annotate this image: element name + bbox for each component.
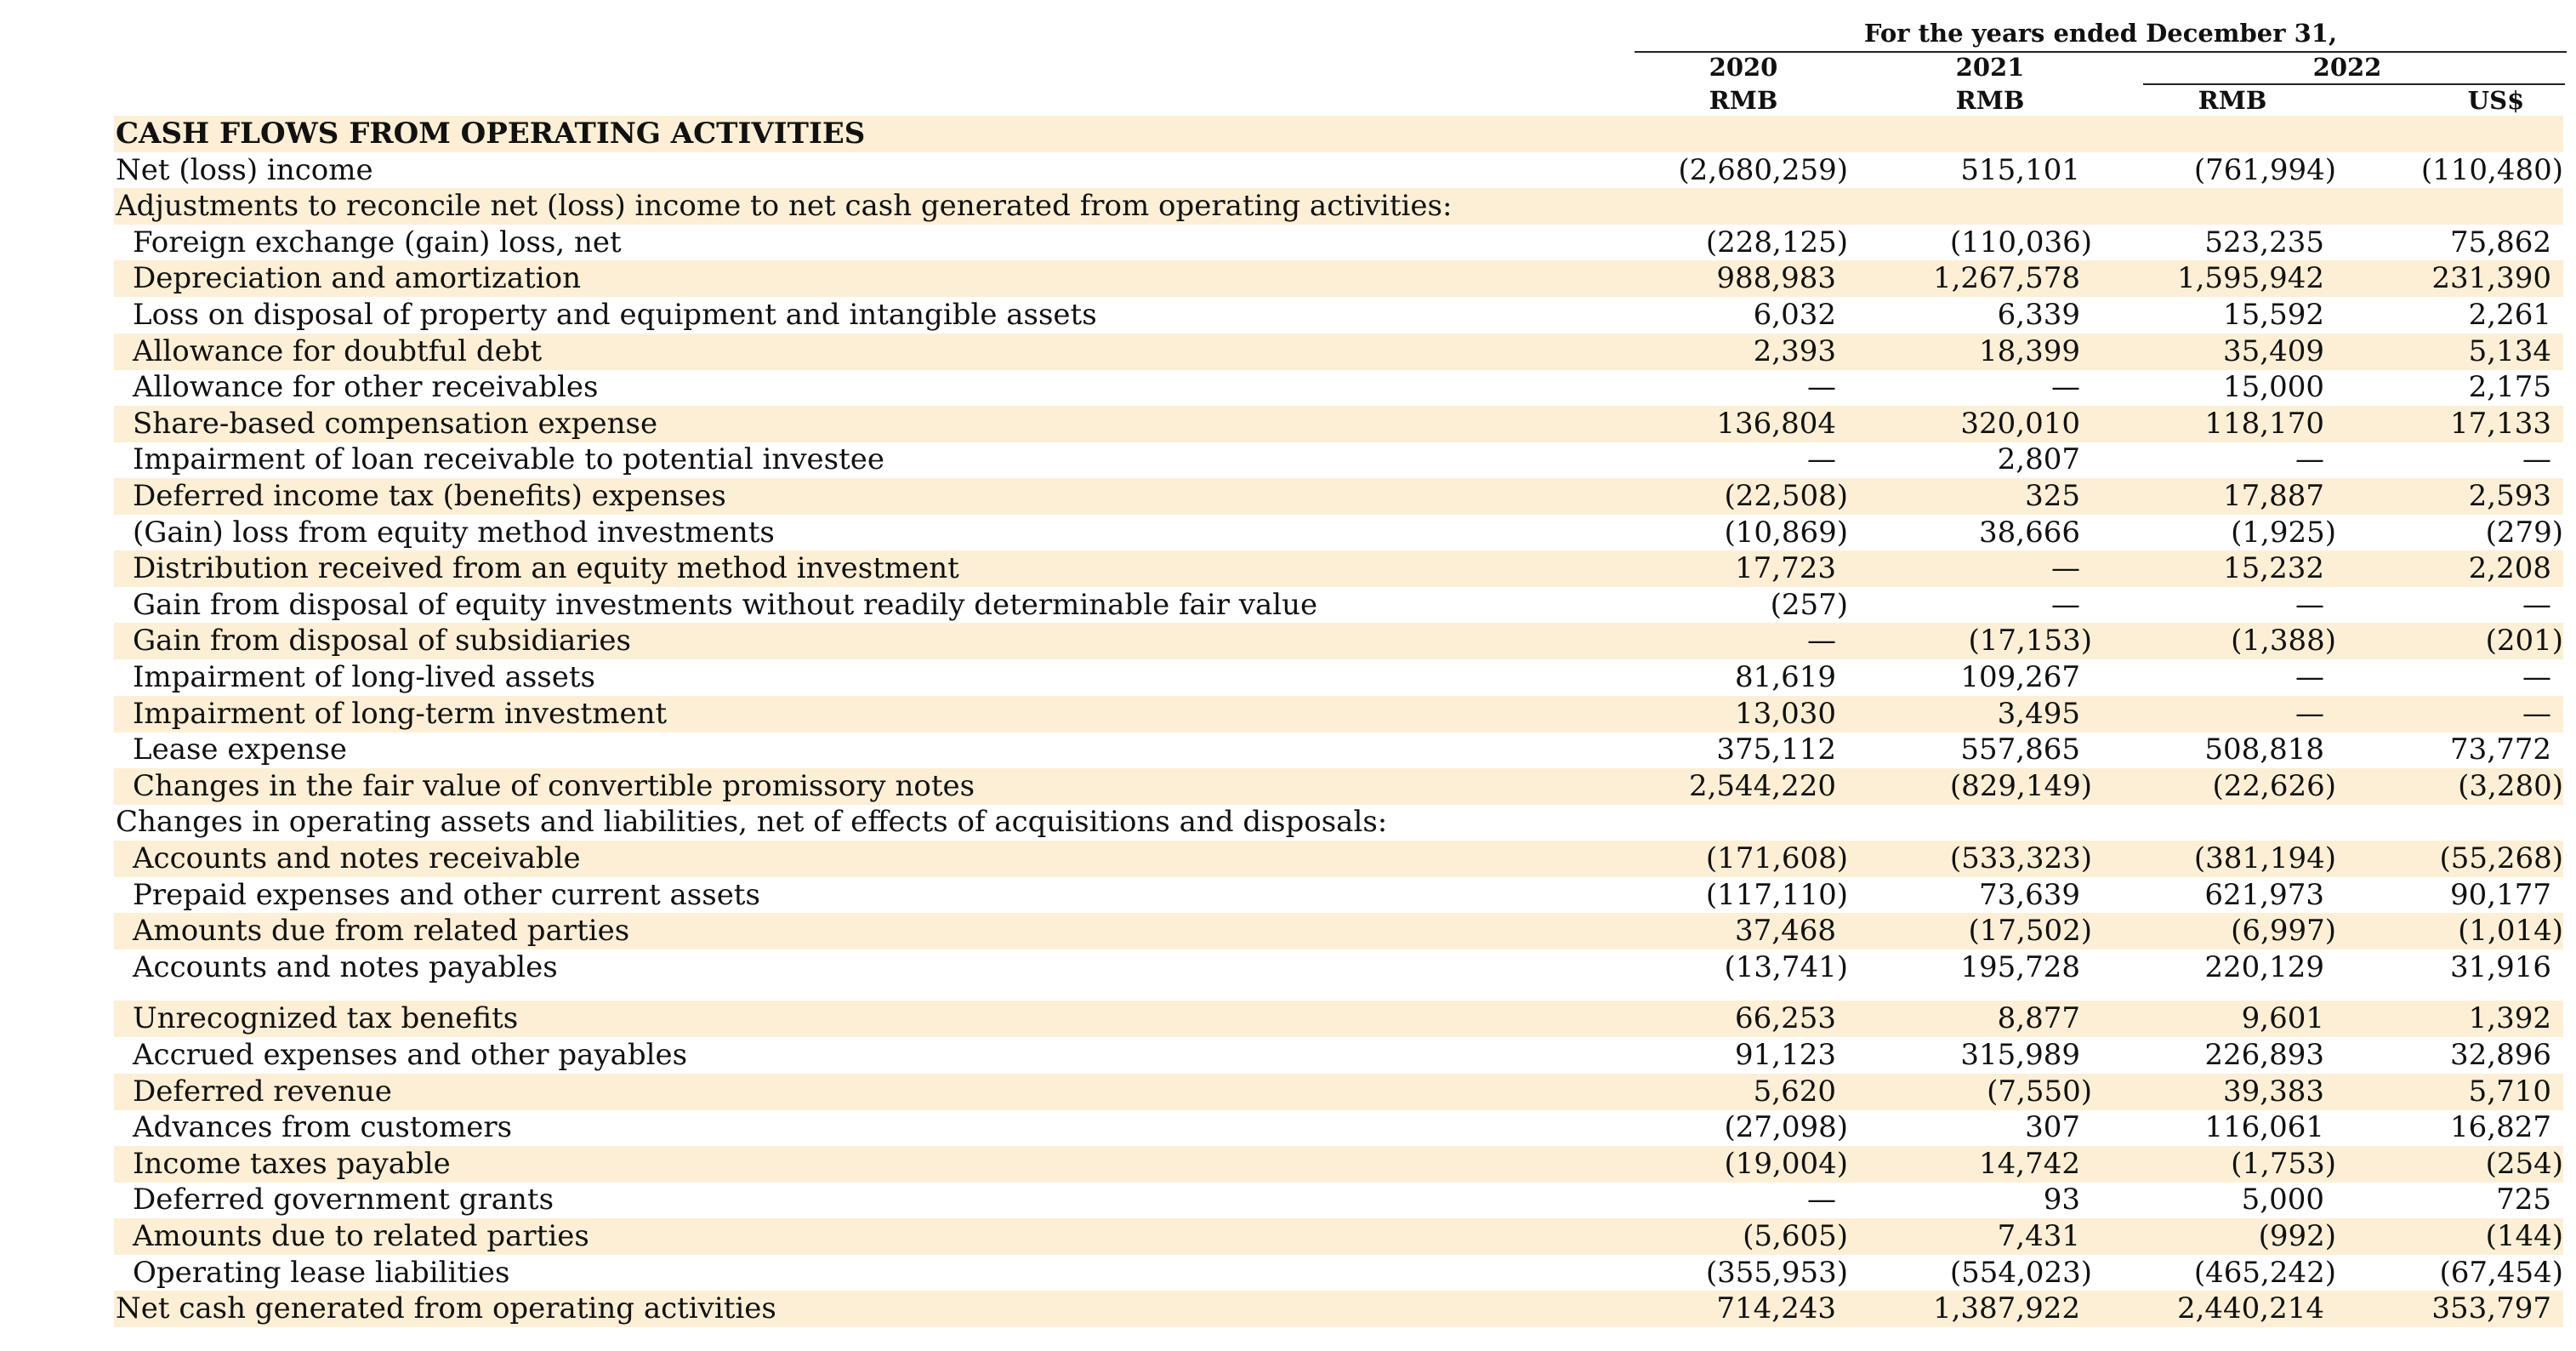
table-row: [114, 442, 2563, 478]
year-2022-underline: [2143, 83, 2565, 85]
value-2022-rmb: (1,925): [2231, 516, 2336, 550]
row-label: Lease expense: [133, 733, 347, 767]
table-row: [114, 260, 2563, 297]
table-row: [114, 877, 2563, 914]
value-2021: 325: [2025, 479, 2080, 513]
table-row: [114, 804, 2563, 841]
value-2022-rmb: (22,626): [2212, 769, 2336, 803]
value-2022-rmb: 508,818: [2204, 733, 2324, 767]
table-row: [114, 949, 2563, 986]
section-title: CASH FLOWS FROM OPERATING ACTIVITIES: [116, 117, 866, 151]
value-2020: (257): [1770, 588, 1848, 622]
table-row: [114, 478, 2563, 515]
value-2021: 307: [2025, 1110, 2080, 1144]
value-2021: 38,666: [1979, 516, 2080, 550]
value-2020: (10,869): [1724, 516, 1848, 550]
value-2022-rmb: 15,232: [2223, 551, 2324, 585]
value-2020: —: [1807, 370, 1836, 404]
value-2022-usd: 231,390: [2431, 261, 2551, 295]
value-2020: 17,723: [1735, 551, 1836, 585]
value-2021: 515,101: [1960, 153, 2080, 187]
value-2022-usd: (1,014): [2458, 914, 2563, 948]
value-2021: 1,267,578: [1932, 261, 2080, 295]
value-2020: —: [1807, 442, 1836, 476]
value-2020: 37,468: [1735, 914, 1836, 948]
value-2022-usd: 75,862: [2450, 225, 2551, 259]
row-label: Unrecognized tax benefits: [133, 1001, 519, 1035]
value-2021: 320,010: [1960, 407, 2080, 441]
currency-2022-usd-header: US$: [2467, 86, 2525, 115]
value-2022-usd: 16,827: [2450, 1110, 2551, 1144]
value-2020: 988,983: [1716, 261, 1836, 295]
value-2020: 13,030: [1735, 697, 1836, 731]
value-2021: 557,865: [1960, 733, 2080, 767]
value-2021: 2,807: [1997, 442, 2080, 476]
value-2022-usd: 90,177: [2450, 878, 2551, 912]
table-row: [114, 225, 2563, 261]
table-row: [114, 188, 2563, 225]
value-2020: 66,253: [1735, 1001, 1836, 1035]
row-label: Gain from disposal of subsidiaries: [133, 624, 631, 658]
value-2021: 1,387,922: [1932, 1291, 2080, 1325]
value-2022-usd: 17,133: [2450, 407, 2551, 441]
value-2022-rmb: 1,595,942: [2176, 261, 2324, 295]
value-2022-usd: 73,772: [2450, 733, 2551, 767]
row-label: Deferred revenue: [133, 1075, 392, 1109]
value-2022-rmb: 39,383: [2223, 1075, 2324, 1109]
value-2021: 8,877: [1997, 1001, 2080, 1035]
value-2021: 109,267: [1960, 660, 2080, 694]
currency-2020-header: RMB: [1709, 86, 1778, 115]
value-2022-rmb: 523,235: [2204, 225, 2324, 259]
value-2022-rmb: —: [2295, 588, 2324, 622]
value-2021: (533,323): [1949, 841, 2092, 875]
value-2022-rmb: 17,887: [2223, 479, 2324, 513]
value-2022-rmb: 621,973: [2204, 878, 2324, 912]
row-label: Advances from customers: [133, 1110, 513, 1144]
table-row: [114, 696, 2563, 733]
table-row: [114, 1037, 2563, 1074]
currency-2022-rmb-header: RMB: [2198, 86, 2267, 115]
row-label: Impairment of loan receivable to potential investee: [133, 442, 884, 476]
table-row: [114, 768, 2563, 805]
value-2022-usd: (110,480): [2420, 153, 2563, 187]
value-2022-rmb: 116,061: [2204, 1110, 2324, 1144]
value-2022-rmb: 220,129: [2204, 950, 2324, 984]
value-2022-rmb: —: [2295, 697, 2324, 731]
row-label: Operating lease liabilities: [133, 1256, 510, 1290]
value-2020: 81,619: [1735, 660, 1836, 694]
value-2022-usd: 31,916: [2450, 950, 2551, 984]
table-row: [114, 297, 2563, 333]
value-2021: 6,339: [1997, 298, 2080, 332]
table-row: [114, 732, 2563, 768]
value-2020: (228,125): [1705, 225, 1848, 259]
value-2020: (22,508): [1724, 479, 1848, 513]
row-label: Changes in operating assets and liabilities, net of effects of acquisitions and disposals:: [116, 805, 1388, 839]
value-2022-rmb: (992): [2258, 1219, 2336, 1253]
value-2022-rmb: 2,440,214: [2176, 1291, 2324, 1325]
value-2022-rmb: 35,409: [2223, 334, 2324, 368]
value-2022-usd: (67,454): [2439, 1256, 2563, 1290]
value-2022-usd: (144): [2485, 1219, 2563, 1253]
value-2020: 6,032: [1753, 298, 1836, 332]
table-row: [114, 913, 2563, 949]
value-2020: 2,393: [1753, 334, 1836, 368]
value-2022-rmb: —: [2295, 442, 2324, 476]
value-2020: (19,004): [1724, 1147, 1848, 1181]
value-2021: —: [2051, 551, 2080, 585]
row-label: Changes in the fair value of convertible promissory notes: [133, 769, 975, 803]
value-2021: 195,728: [1960, 950, 2080, 984]
table-row: [114, 1291, 2563, 1327]
value-2022-usd: (254): [2485, 1147, 2563, 1181]
value-2021: 315,989: [1960, 1038, 2080, 1072]
value-2020: —: [1807, 1183, 1836, 1217]
row-label: Depreciation and amortization: [133, 261, 582, 295]
value-2022-usd: (55,268): [2439, 841, 2563, 875]
value-2020: 91,123: [1735, 1038, 1836, 1072]
value-2022-usd: (279): [2485, 516, 2563, 550]
row-label: Accounts and notes payables: [133, 950, 558, 984]
value-2020: 375,112: [1716, 733, 1836, 767]
table-row: [114, 1218, 2563, 1255]
table-row: [114, 1109, 2563, 1146]
value-2021: (7,550): [1987, 1075, 2092, 1109]
value-2021: —: [2051, 370, 2080, 404]
row-label: Gain from disposal of equity investments without readily determinable fair value: [133, 588, 1318, 622]
table-row: [114, 333, 2563, 370]
value-2021: (17,153): [1968, 624, 2092, 658]
value-2021: (110,036): [1949, 225, 2092, 259]
value-2022-usd: 2,593: [2468, 479, 2551, 513]
value-2022-usd: 2,261: [2468, 298, 2551, 332]
value-2020: (2,680,259): [1678, 153, 1848, 187]
row-label: Accrued expenses and other payables: [133, 1038, 688, 1072]
value-2022-rmb: 118,170: [2204, 407, 2324, 441]
value-2022-usd: 1,392: [2468, 1001, 2551, 1035]
value-2021: 3,495: [1997, 697, 2080, 731]
table-row: [114, 659, 2563, 696]
value-2022-rmb: (6,997): [2231, 914, 2336, 948]
row-label: Prepaid expenses and other current assets: [133, 878, 760, 912]
value-2020: (117,110): [1705, 878, 1848, 912]
row-label: Impairment of long-lived assets: [133, 660, 595, 694]
value-2022-usd: —: [2522, 442, 2551, 476]
row-label: Income taxes payable: [133, 1147, 451, 1181]
value-2020: 5,620: [1753, 1075, 1836, 1109]
row-label: Allowance for other receivables: [133, 370, 599, 404]
row-label: Distribution received from an equity method investment: [133, 551, 959, 585]
table-row: [114, 515, 2563, 551]
table-row: [114, 1255, 2563, 1291]
value-2022-usd: (3,280): [2458, 769, 2563, 803]
value-2022-usd: 5,134: [2468, 334, 2551, 368]
value-2022-usd: —: [2522, 697, 2551, 731]
value-2021: 14,742: [1979, 1147, 2080, 1181]
value-2021: (829,149): [1949, 769, 2092, 803]
year-2022-header: 2022: [2312, 53, 2382, 82]
row-label: Net (loss) income: [116, 153, 373, 187]
table-row: [114, 406, 2563, 442]
value-2021: 93: [2043, 1183, 2080, 1217]
value-2020: 2,544,220: [1688, 769, 1836, 803]
value-2021: 18,399: [1979, 334, 2080, 368]
value-2021: (17,502): [1968, 914, 2092, 948]
value-2022-usd: 32,896: [2450, 1038, 2551, 1072]
value-2022-usd: —: [2522, 588, 2551, 622]
value-2020: (355,953): [1705, 1256, 1848, 1290]
value-2022-rmb: 226,893: [2204, 1038, 2324, 1072]
value-2021: 7,431: [1997, 1219, 2080, 1253]
table-row: [114, 623, 2563, 659]
year-2021-header: 2021: [1955, 53, 2025, 82]
table-row: [114, 369, 2563, 406]
table-row: [114, 1074, 2563, 1110]
value-2022-rmb: —: [2295, 660, 2324, 694]
value-2022-rmb: (1,388): [2231, 624, 2336, 658]
row-label: (Gain) loss from equity method investments: [133, 516, 775, 550]
table-row: [114, 1000, 2563, 1037]
value-2022-usd: —: [2522, 660, 2551, 694]
value-2022-rmb: (1,753): [2231, 1147, 2336, 1181]
value-2022-usd: 725: [2496, 1183, 2551, 1217]
table-row: [114, 1146, 2563, 1183]
value-2020: (5,605): [1743, 1219, 1848, 1253]
row-label: Share-based compensation expense: [133, 407, 658, 441]
value-2022-usd: 2,208: [2468, 551, 2551, 585]
section-heading-row: [114, 116, 2563, 152]
row-label: Loss on disposal of property and equipment and intangible assets: [133, 298, 1097, 332]
table-row: [114, 550, 2563, 587]
value-2020: —: [1807, 624, 1836, 658]
value-2022-rmb: (761,994): [2193, 153, 2336, 187]
value-2022-usd: 5,710: [2468, 1075, 2551, 1109]
value-2021: (554,023): [1949, 1256, 2092, 1290]
row-label: Deferred income tax (benefits) expenses: [133, 479, 726, 513]
value-2020: (27,098): [1724, 1110, 1848, 1144]
row-label: Allowance for doubtful debt: [133, 334, 543, 368]
table-row: [114, 841, 2563, 877]
row-label: Accounts and notes receivable: [133, 841, 581, 875]
table-row: [114, 1182, 2563, 1218]
value-2022-rmb: (381,194): [2193, 841, 2336, 875]
period-header: For the years ended December 31,: [1863, 19, 2338, 48]
value-2022-usd: (201): [2485, 624, 2563, 658]
value-2022-rmb: 15,592: [2223, 298, 2324, 332]
value-2021: 73,639: [1979, 878, 2080, 912]
value-2020: (171,608): [1705, 841, 1848, 875]
value-2022-usd: 353,797: [2431, 1291, 2551, 1325]
row-label: Amounts due to related parties: [133, 1219, 589, 1253]
value-2022-usd: 2,175: [2468, 370, 2551, 404]
value-2021: —: [2051, 588, 2080, 622]
value-2020: 714,243: [1716, 1291, 1836, 1325]
row-label: Deferred government grants: [133, 1183, 554, 1217]
value-2022-rmb: (465,242): [2193, 1256, 2336, 1290]
value-2022-rmb: 9,601: [2241, 1001, 2324, 1035]
table-row: [114, 587, 2563, 624]
value-2020: (13,741): [1724, 950, 1848, 984]
row-label: Foreign exchange (gain) loss, net: [133, 225, 622, 259]
value-2022-rmb: 5,000: [2241, 1183, 2324, 1217]
year-2020-header: 2020: [1709, 53, 1778, 82]
value-2020: 136,804: [1716, 407, 1836, 441]
currency-2021-header: RMB: [1955, 86, 2025, 115]
row-label: Impairment of long-term investment: [133, 697, 668, 731]
value-2022-rmb: 15,000: [2223, 370, 2324, 404]
row-label: Adjustments to reconcile net (loss) income to net cash generated from operating activities:: [116, 189, 1453, 223]
row-label: Net cash generated from operating activities: [116, 1291, 776, 1325]
row-label: Amounts due from related parties: [133, 914, 630, 948]
table-row: [114, 152, 2563, 189]
